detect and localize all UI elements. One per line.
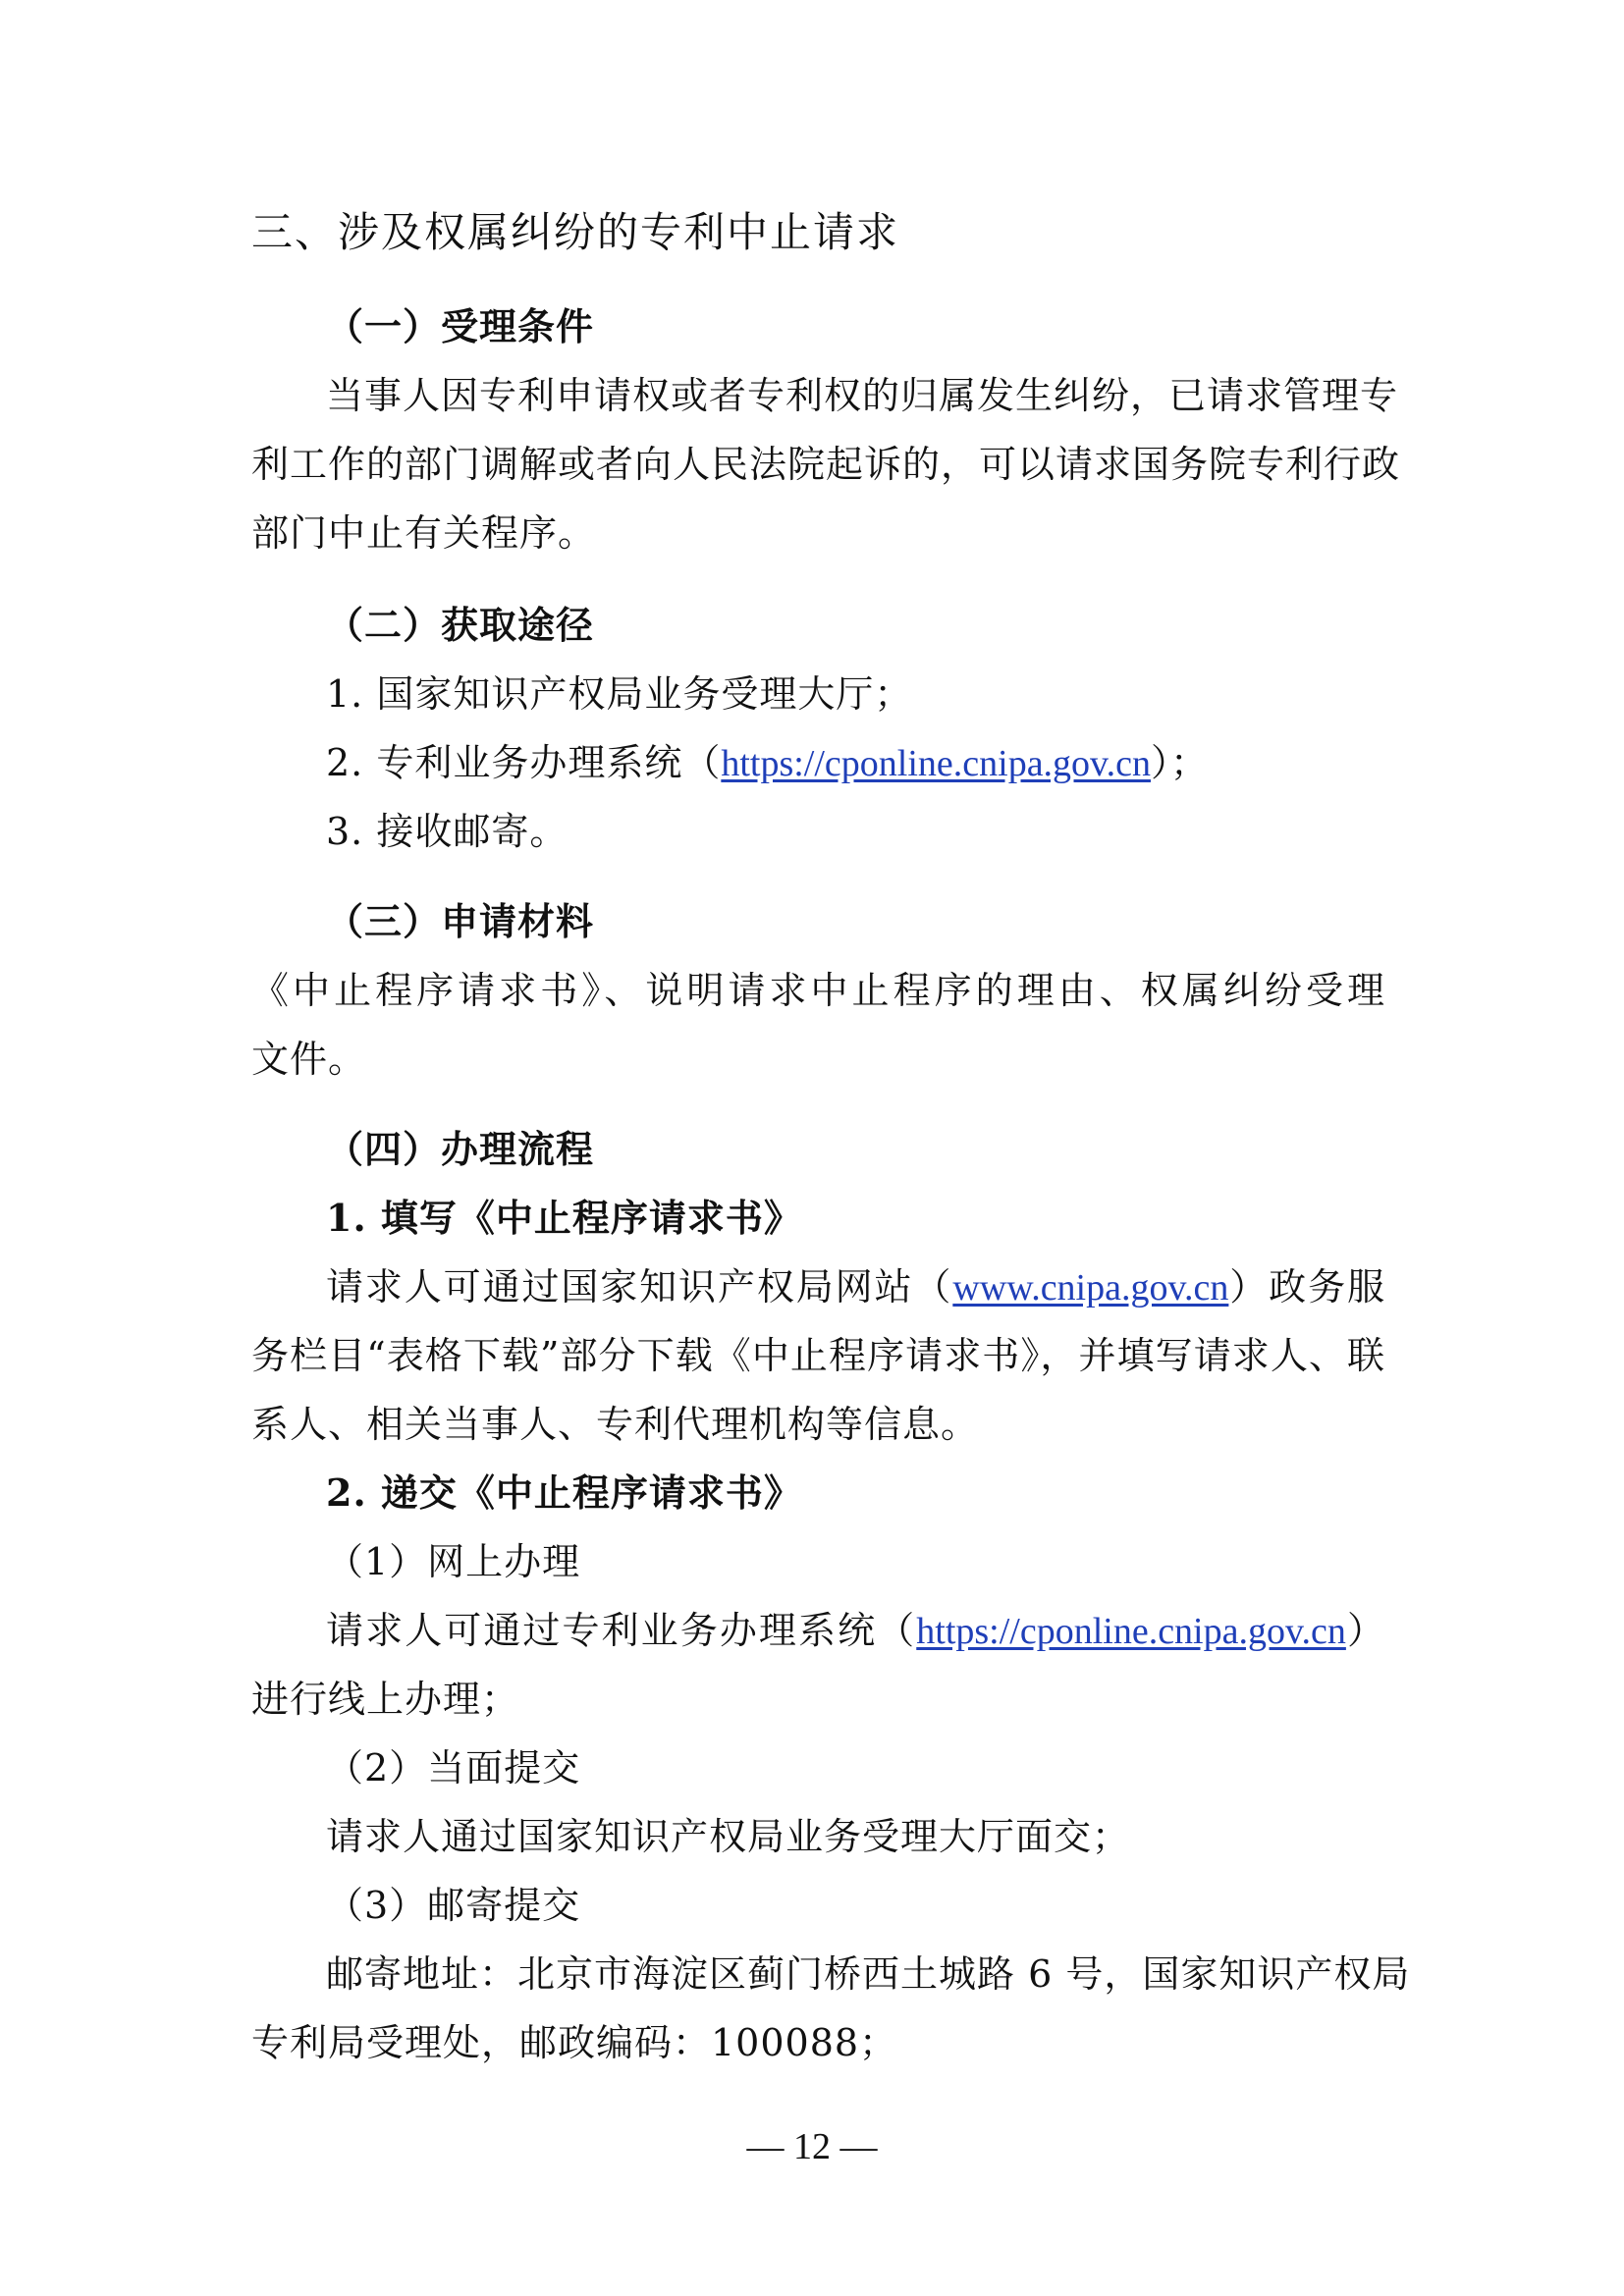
part3-line1: 《中止程序请求书》、说明请求中止程序的理由、权属纠纷受理 [251,969,1385,1012]
step2-heading: 2. 递交《中止程序请求书》 [326,1470,802,1515]
mail-line1: 邮寄地址：北京市海淀区蓟门桥西土城路 6 号，国家知识产权局 [326,1952,1411,1996]
online-line1-prefix: 请求人可通过专利业务办理系统（ [326,1609,917,1652]
page-number: — 12 — [746,2126,878,2167]
part2-item2 [326,738,1209,788]
part4-heading: （四）办理流程 [326,1127,595,1171]
step1-line2: 务栏目“表格下载”部分下载《中止程序请求书》，并填写请求人、联 [251,1334,1385,1377]
online-line2: 进行线上办理； [251,1678,520,1721]
step1-line3: 系人、相关当事人、专利代理机构等信息。 [251,1403,980,1446]
step1-heading: 1. 填写《中止程序请求书》 [326,1196,802,1240]
cponline-link-2[interactable]: https://cponline.cnipa.gov.cn [916,1611,1346,1652]
cponline-link[interactable]: https://cponline.cnipa.gov.cn [721,743,1151,784]
online-line1 [326,1606,1385,1656]
step1-line1 [326,1262,1385,1312]
part2-item2-suffix: ）； [1150,741,1209,784]
step1-line1-prefix: 请求人可通过国家知识产权局网站（ [326,1265,953,1308]
online-line1-suffix: ） [1345,1609,1385,1652]
section-title: 三、涉及权属纠纷的专利中止请求 [251,208,900,256]
mail-line2: 专利局受理处，邮政编码：100088； [251,2021,898,2064]
part1-line3: 部门中止有关程序。 [251,511,597,555]
inperson-label: （2）当面提交 [326,1746,581,1789]
part2-item1: 1. 国家知识产权局业务受理大厅； [326,672,913,716]
mail-label: （3）邮寄提交 [326,1884,581,1927]
part2-item3: 3. 接收邮寄。 [326,810,568,853]
part2-item2-prefix: 2. 专利业务办理系统（ [326,741,722,784]
part1-heading: （一）受理条件 [326,304,595,348]
inperson-line: 请求人通过国家知识产权局业务受理大厅面交； [326,1815,1131,1858]
part3-line2: 文件。 [251,1038,367,1081]
cnipa-website-link[interactable]: www.cnipa.gov.cn [952,1267,1229,1308]
part2-heading: （二）获取途径 [326,603,595,647]
step1-line1-suffix: ）政务服 [1228,1265,1385,1308]
part3-heading: （三）申请材料 [326,899,595,943]
part1-line2: 利工作的部门调解或者向人民法院起诉的，可以请求国务院专利行政 [251,443,1401,486]
part1-line1: 当事人因专利申请权或者专利权的归属发生纠纷，已请求管理专 [326,374,1399,417]
online-label: （1）网上办理 [326,1540,581,1583]
